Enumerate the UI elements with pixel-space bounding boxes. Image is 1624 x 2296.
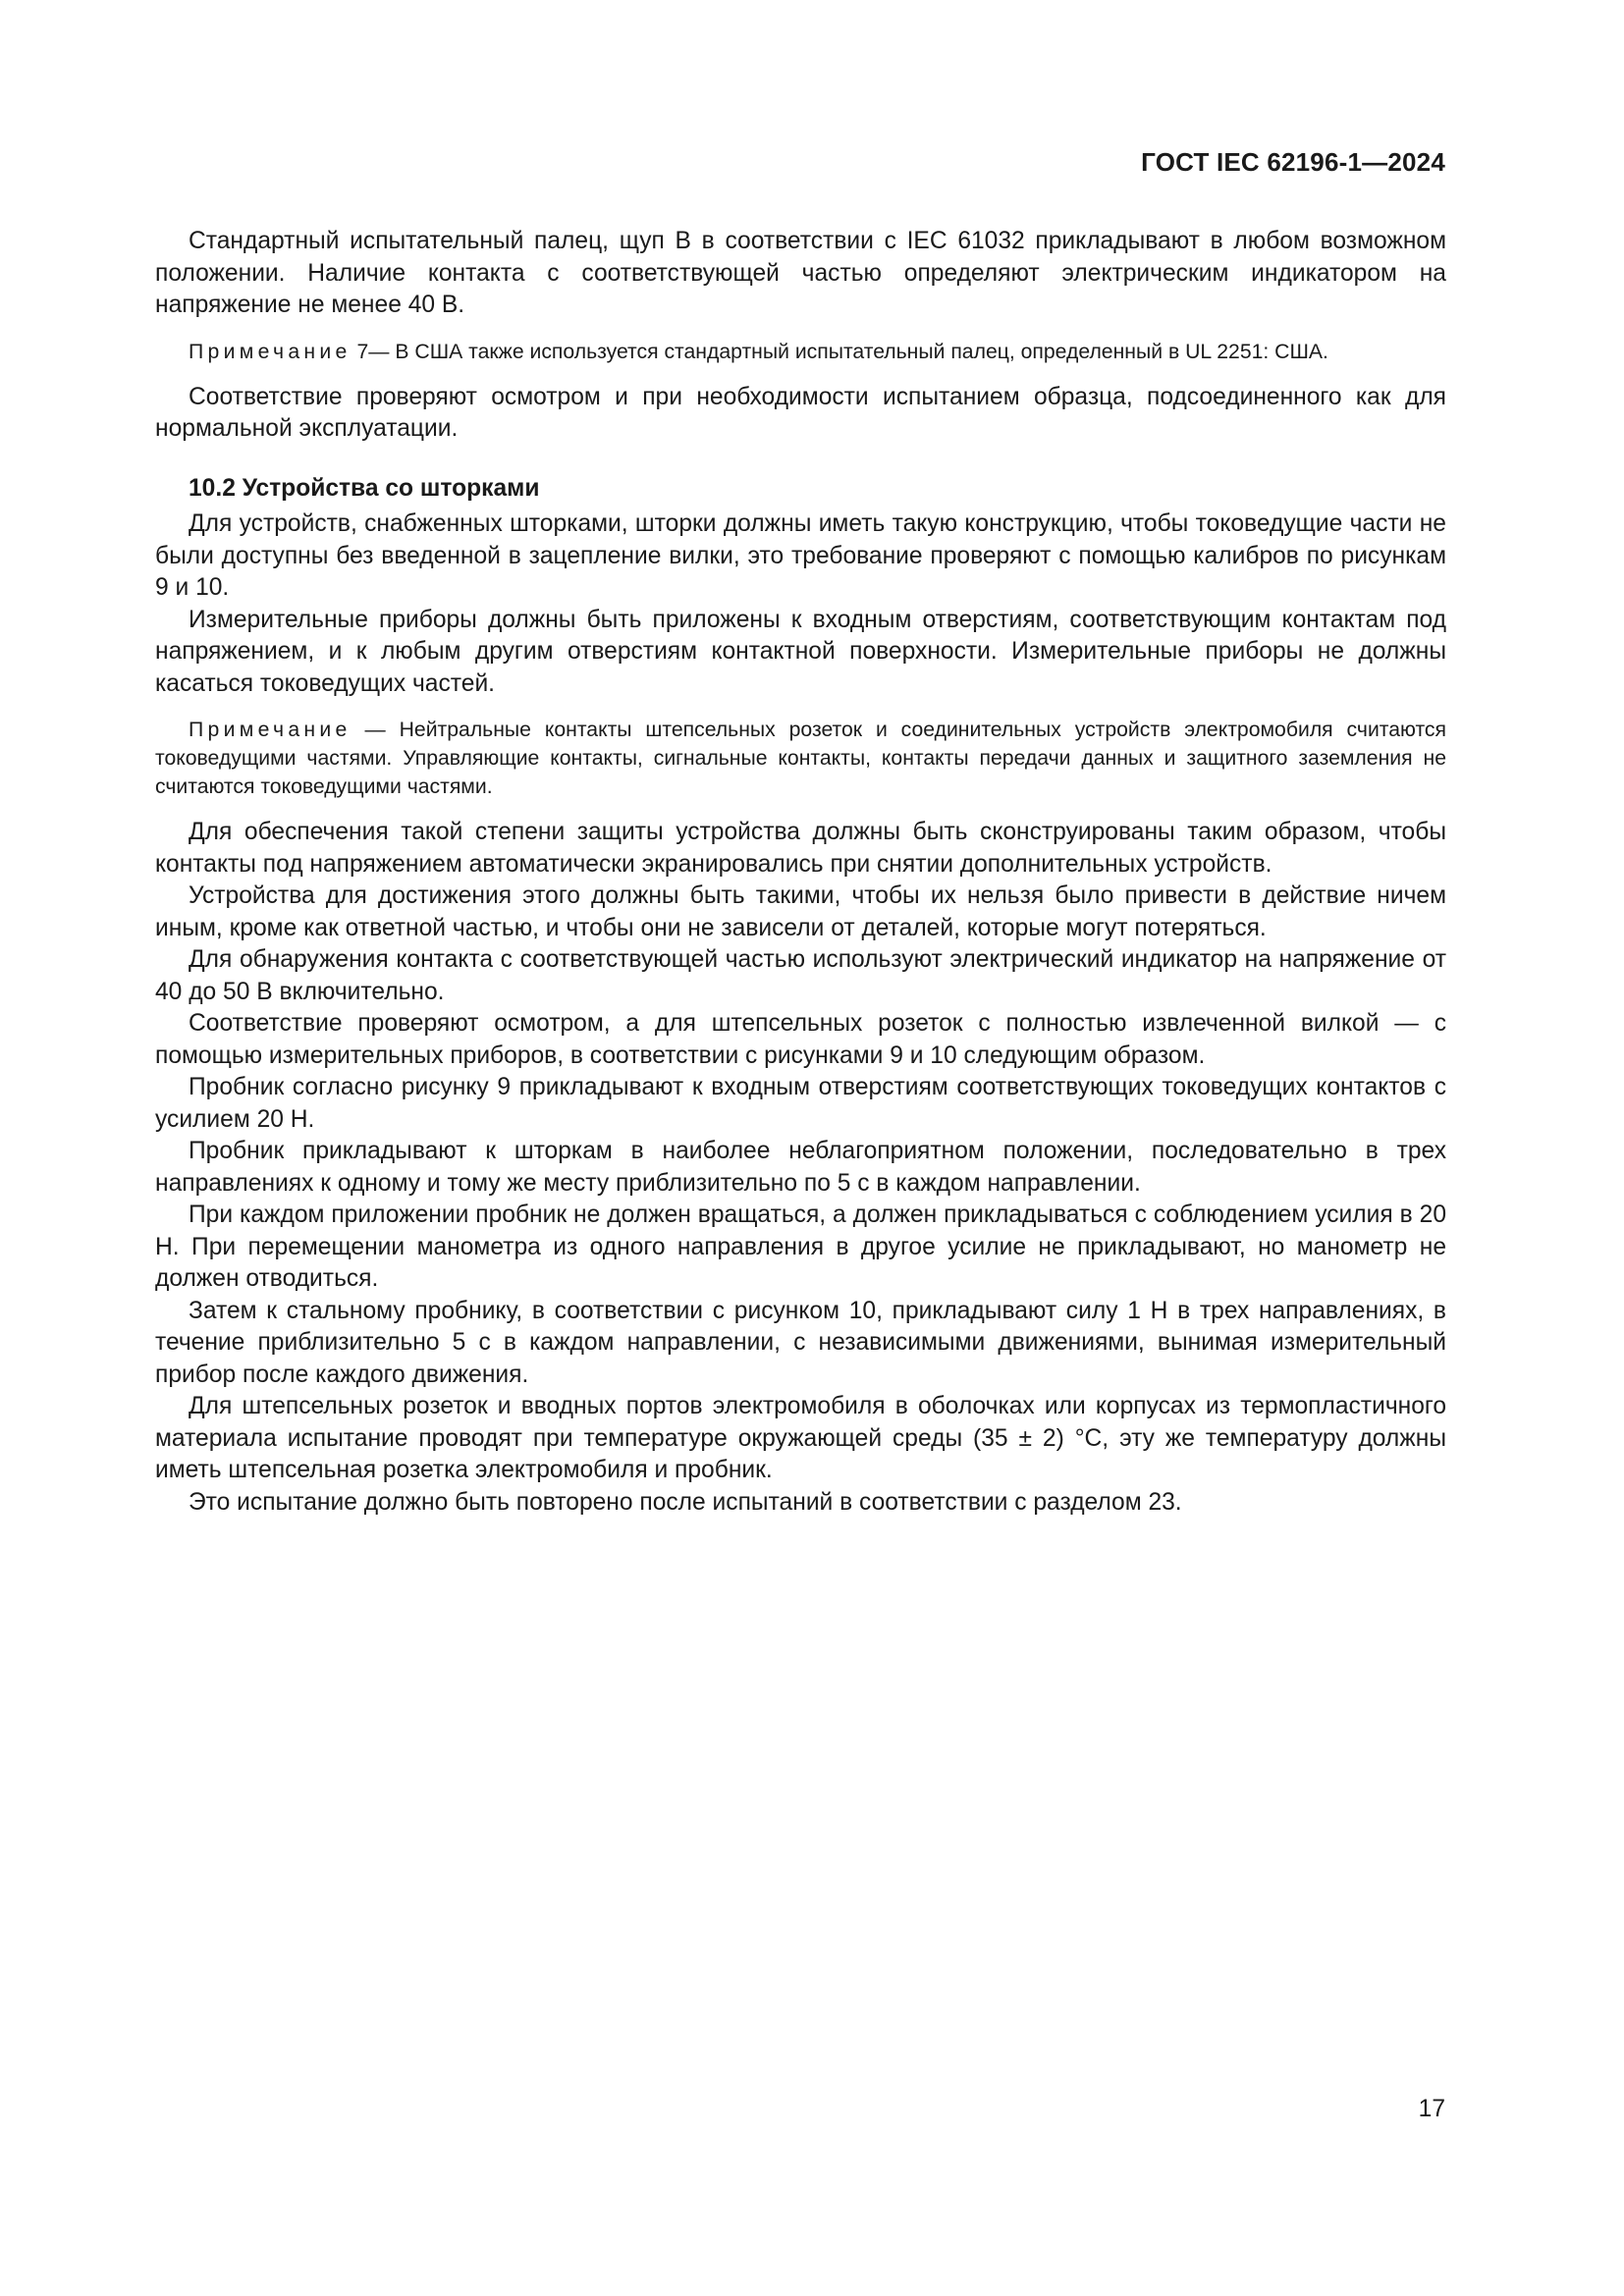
paragraph-electric-indicator: Для обнаружения контакта с соответствующей частью используют электрический индикатор на напряжение от 40 до 50 В включительно. [155,946,1446,1005]
paragraph-probe-rotation: При каждом приложении пробник не должен вращаться, а должен прикладываться с соблюдением усилия в 20 Н. При перемещении манометра из одного направления в другое усилие не прикладывают, но манометр не должен отводиться. [155,1201,1446,1292]
paragraph-test-finger: Стандартный испытательный палец, щуп В в соответствии с IEC 61032 прикладывают в любом возможном положении. Наличие контакта с соответствующей частью определяют электрическим индикатором на напряжение не менее 40 В. [155,228,1446,318]
page-number: 17 [1418,2096,1445,2122]
paragraph-steel-probe: Затем к стальному пробнику, в соответствии с рисунком 10, прикладывают силу 1 Н в трех направлениях, в течение приблизительно 5 с в каждом направлении, с независимыми движениями, вынимая измерительный прибор после каждого движения. [155,1297,1446,1388]
page-content [155,226,1446,1519]
paragraph-compliance-inspection: Соответствие проверяют осмотром и при необходимости испытанием образца, подсоединенного как для нормальной эксплуатации. [155,383,1446,442]
paragraph-probe-directions: Пробник прикладывают к шторкам в наиболее неблагоприятном положении, последовательно в трех направлениях к одному и тому же месту приблизительно по 5 с в каждом направлении. [155,1138,1446,1197]
paragraph-shutters-design: Для устройств, снабженных шторками, шторки должны иметь такую конструкцию, чтобы токоведущие части не были доступны без введенной в зацепление вилки, это требование проверяют с помощью калибров по рисункам 9 и 10. [155,510,1446,601]
note-7-label: Примечание [189,340,352,363]
note-7-text: 7— В США также используется стандартный испытательный палец, определенный в UL 2251: США. [351,340,1328,363]
note-text: — Нейтральные контакты штепсельных розеток и соединительных устройств электромобиля считаются токоведущими частями. Управляющие контакты, сигнальные контакты, контакты передачи данных и защитного заземления не считаются токоведущими частями. [155,719,1446,798]
note-neutral-contacts [155,716,1446,801]
paragraph-compliance-sockets: Соответствие проверяют осмотром, а для штепсельных розеток с полностью извлеченной вилкой — с помощью измерительных приборов, в соответствии с рисунками 9 и 10 следующим образом. [155,1010,1446,1069]
paragraph-measuring-instruments: Измерительные приборы должны быть приложены к входным отверстиям, соответствующим контактам под напряжением, и к любым другим отверстиям контактной поверхности. Измерительные приборы не должны касаться токоведущих частей. [155,606,1446,697]
standard-code-header: ГОСТ IEC 62196-1—2024 [1141,147,1445,177]
paragraph-thermoplastic-test: Для штепсельных розеток и вводных портов электромобиля в оболочках или корпусах из термопластичного материала испытание проводят при температуре окружающей среды (35 ± 2) °С, эту же температуру должны иметь штепсельная розетка электромобиля и пробник. [155,1393,1446,1483]
note-7 [155,338,1446,366]
paragraph-probe-figure-9: Пробник согласно рисунку 9 прикладывают к входным отверстиям соответствующих токоведущих контактов с усилием 20 Н. [155,1074,1446,1133]
note-label: Примечание [189,719,352,741]
paragraph-repeat-test: Это испытание должно быть повторено после испытаний в соответствии с разделом 23. [189,1488,1182,1516]
paragraph-protection-degree: Для обеспечения такой степени защиты устройства должны быть сконструированы таким образом, чтобы контакты под напряжением автоматически экранировались при снятии дополнительных устройств. [155,819,1446,878]
paragraph-devices-action: Устройства для достижения этого должны быть такими, чтобы их нельзя было привести в действие ничем иным, кроме как ответной частью, и чтобы они не зависели от деталей, которые могут потеряться. [155,882,1446,941]
section-title-10-2: 10.2 Устройства со шторками [189,474,540,502]
